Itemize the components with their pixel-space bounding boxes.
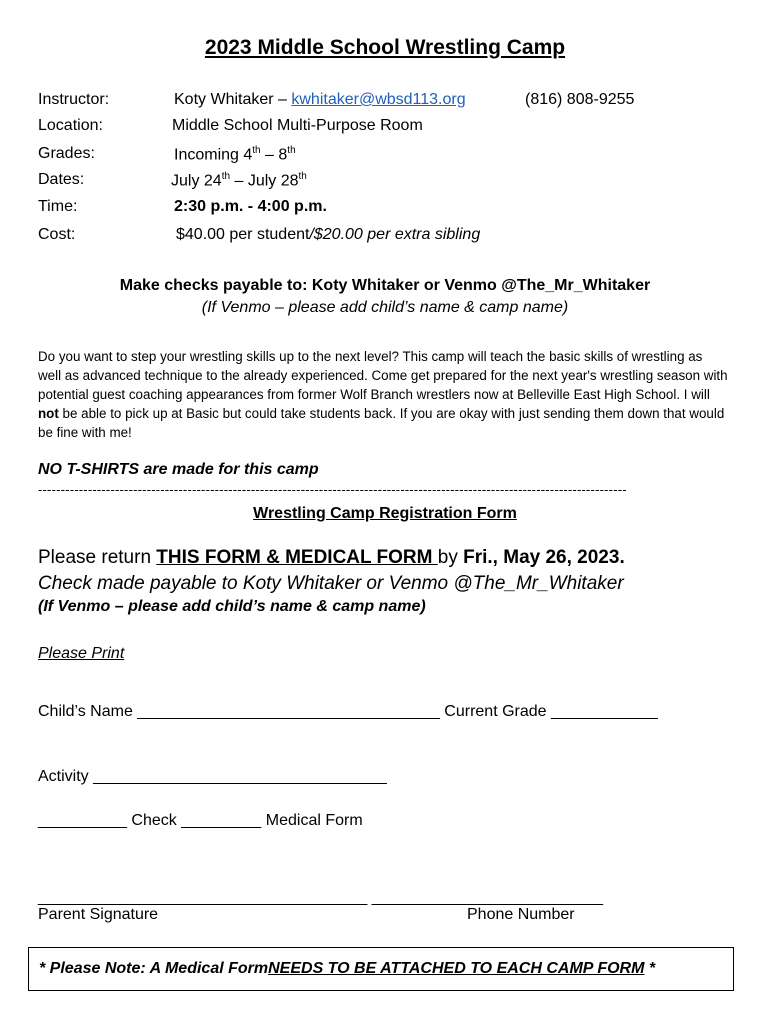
description-paragraph xyxy=(38,347,728,442)
please-print: Please Print xyxy=(38,645,125,662)
time-value: 2:30 p.m. - 4:00 p.m. xyxy=(174,198,327,215)
parent-signature-label: Parent Signature xyxy=(38,906,159,923)
location-label: Location: xyxy=(38,117,103,134)
dates-to: – July 28 xyxy=(230,172,299,190)
grades-value xyxy=(174,145,296,164)
dates-label: Dates: xyxy=(38,171,85,188)
venmo-note: (If Venmo – please add child’s name & camp name) xyxy=(201,299,569,316)
instructor-email-link[interactable]: kwhitaker@wbsd113.org xyxy=(291,91,466,108)
return-by: by xyxy=(437,547,464,568)
grades-sup-to: th xyxy=(287,145,296,156)
separator-line: ---------------------------------------------------------------------------------------------------------------------------------- xyxy=(38,482,627,497)
cost-label: Cost: xyxy=(38,226,76,243)
grades-sup-from: th xyxy=(252,145,261,156)
cost-per-sibling: /$20.00 per extra sibling xyxy=(309,226,481,243)
instructor-phone: (816) 808-9255 xyxy=(525,91,635,108)
dates-sup-to: th xyxy=(298,171,307,182)
return-pre: Please return xyxy=(38,547,157,568)
return-date: Fri., May 26, 2023. xyxy=(463,547,625,568)
instructor-value xyxy=(174,91,466,109)
note-post: * xyxy=(644,960,656,977)
instructor-label: Instructor: xyxy=(38,91,110,108)
check-payable-line: Check made payable to Koty Whitaker or Venmo @The_Mr_Whitaker xyxy=(38,573,624,594)
dates-from: July 24 xyxy=(171,172,222,190)
time-label: Time: xyxy=(38,198,78,215)
page-title: 2023 Middle School Wrestling Camp xyxy=(204,36,566,59)
medical-form-note xyxy=(28,947,734,991)
note-emphasis: NEEDS TO BE ATTACHED TO EACH CAMP FORM xyxy=(268,960,645,977)
grades-to: – 8 xyxy=(260,146,288,164)
description-not: not xyxy=(38,406,59,421)
return-instructions xyxy=(38,547,625,569)
signature-phone-lines[interactable]: _____________________________________ __________________________ xyxy=(38,889,604,906)
grades-from: Incoming 4 xyxy=(174,146,253,164)
instructor-name: Koty Whitaker – xyxy=(174,91,292,108)
registration-form-heading: Wrestling Camp Registration Form xyxy=(253,505,517,522)
location-value: Middle School Multi-Purpose Room xyxy=(172,117,423,134)
form-venmo-note: (If Venmo – please add child’s name & camp name) xyxy=(38,598,426,615)
dates-value xyxy=(171,171,307,190)
description-part1: Do you want to step your wrestling skills up to the next level? This camp will teach the basic skills of wrestling as well as advanced technique to the already experienced. Come get prepared for the next year's wrestling season with potential guest coaching appearances from former Wolf Branch wrestlers now at Belleville East High School. I will xyxy=(38,349,728,402)
childs-name-field[interactable]: Child’s Name __________________________________ Current Grade ____________ xyxy=(38,703,658,720)
cost-per-student: $40.00 per student xyxy=(176,226,310,243)
checks-payable-line: Make checks payable to: Koty Whitaker or Venmo @The_Mr_Whitaker xyxy=(119,277,651,294)
cost-value xyxy=(176,226,480,244)
grades-label: Grades: xyxy=(38,145,95,162)
note-pre: * Please Note: A Medical Form xyxy=(39,960,269,977)
check-medical-fields[interactable]: __________ Check _________ Medical Form xyxy=(38,812,363,829)
description-part2: be able to pick up at Basic but could take students back. If you are okay with just sending them down that would be fine with me! xyxy=(38,406,725,440)
activity-field[interactable]: Activity _________________________________ xyxy=(38,768,387,785)
return-forms: THIS FORM & MEDICAL FORM xyxy=(156,547,438,568)
phone-number-label: Phone Number xyxy=(467,906,575,923)
dates-sup-from: th xyxy=(221,171,231,182)
no-tshirts-notice: NO T-SHIRTS are made for this camp xyxy=(38,461,319,478)
